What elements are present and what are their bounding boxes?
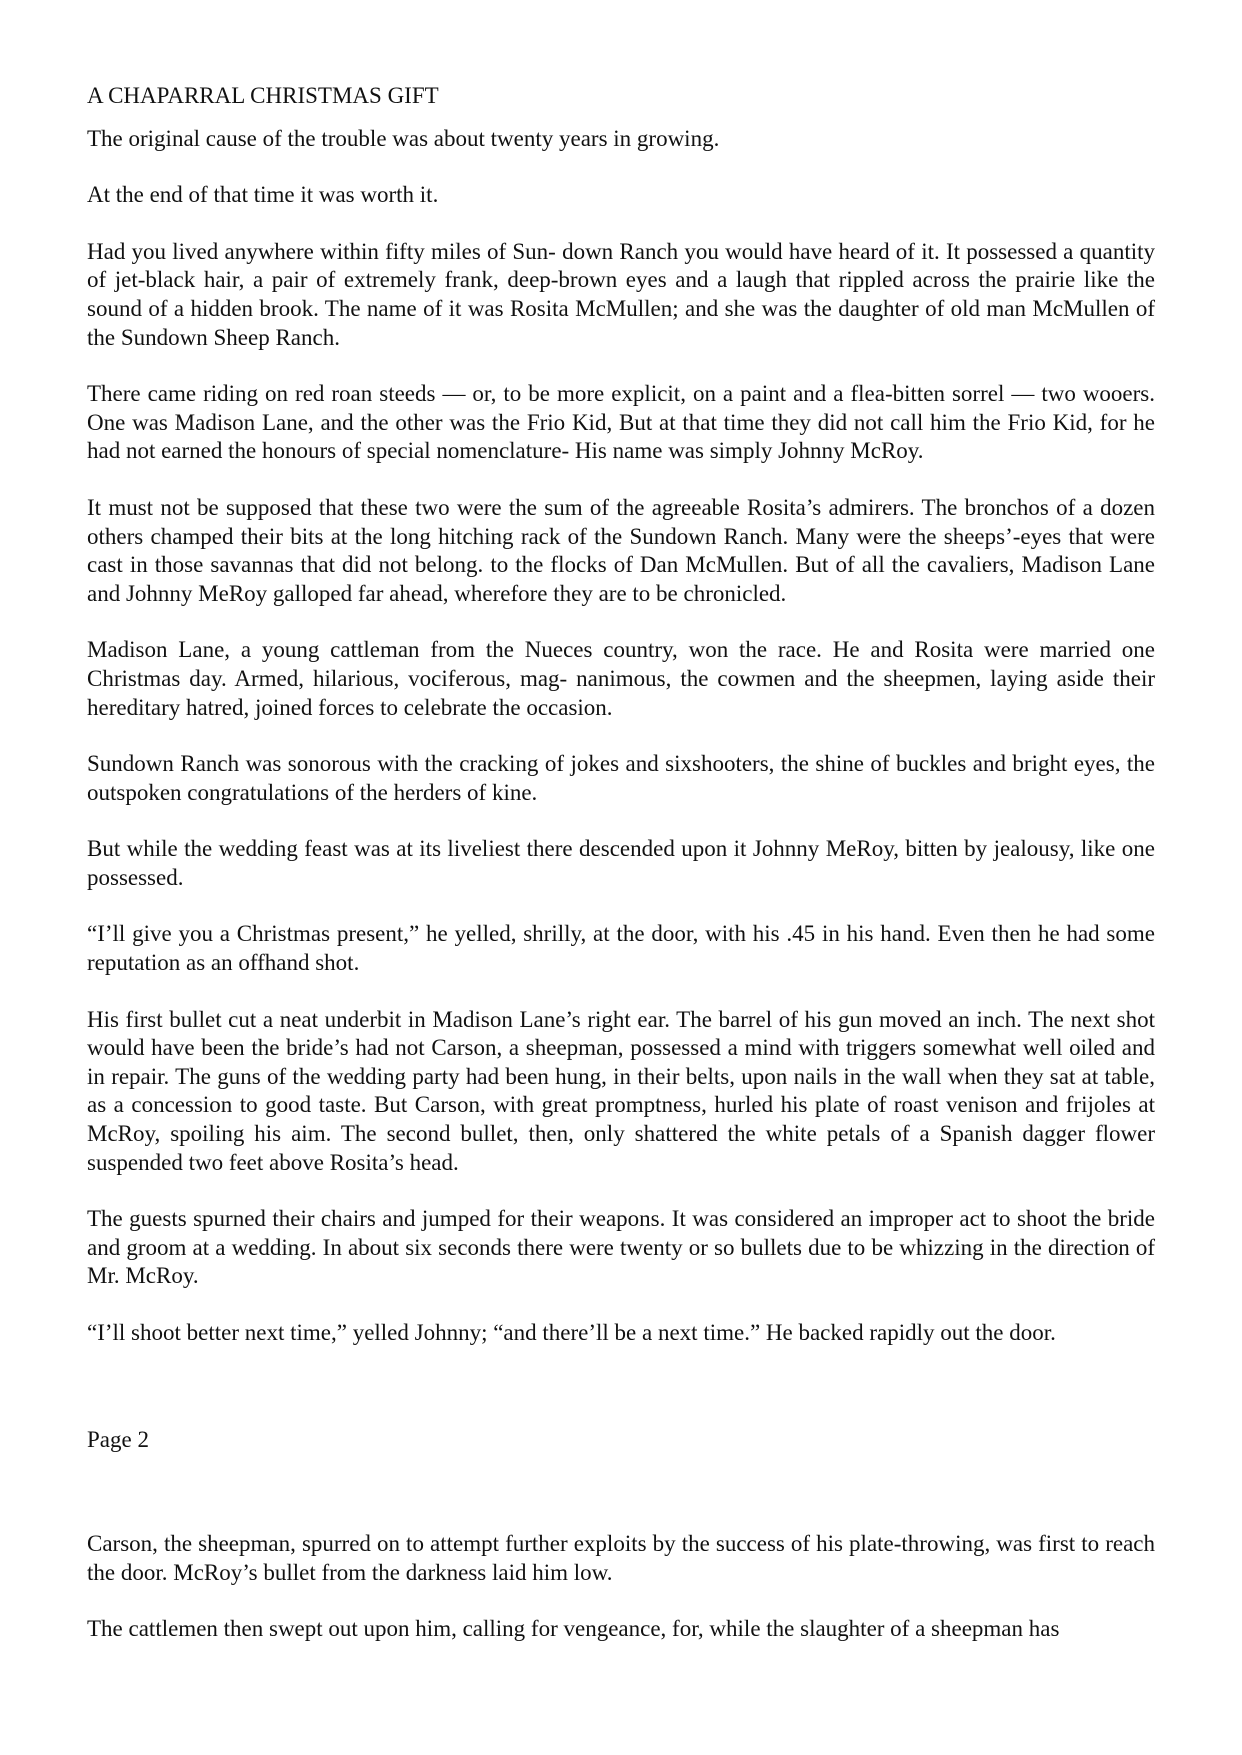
paragraph: Carson, the sheepman, spurred on to attempt further exploits by the success of his plate-throwing, was first to reach the door. McRoy’s bullet from the darkness laid him low.	[87, 1531, 1155, 1585]
paragraph: The original cause of the trouble was about twenty years in growing.	[87, 125, 720, 151]
document-page	[87, 82, 1155, 1672]
paragraph: His first bullet cut a neat underbit in Madison Lane’s right ear. The barrel of his gun moved an inch. The next shot would have been the bride’s had not Carson, a sheepman, possessed a mind with triggers somewhat well oiled and in repair. The guns of the wedding party had been hung, in their belts, upon nails in the wall when they sat at table, as a concession to good taste. But Carson, with great promptness, hurled his plate of roast venison and frijoles at McRoy, spoiling his aim. The second bullet, then, only shattered the white petals of a Spanish dagger flower suspended two feet above Rosita’s head.	[87, 1006, 1155, 1175]
paragraph: “I’ll shoot better next time,” yelled Johnny; “and there’ll be a next time.” He backed rapidly out the door.	[87, 1320, 1056, 1345]
paragraph: Madison Lane, a young cattleman from the Nueces country, won the race. He and Rosita were married one Christmas day. Armed, hilarious, vociferous, mag- nanimous, the cowmen and the sheepmen, laying aside their hereditary hatred, joined forces to celebrate the occasion.	[87, 637, 1155, 720]
paragraph: But while the wedding feast was at its liveliest there descended upon it Johnny MeRoy, bitten by jealousy, like one possessed.	[87, 836, 1155, 890]
paragraph: At the end of that time it was worth it.	[87, 182, 439, 208]
paragraph: Sundown Ranch was sonorous with the cracking of jokes and sixshooters, the shine of buckles and bright eyes, the outspoken congratulations of the herders of kine.	[87, 751, 1155, 805]
paragraph: It must not be supposed that these two were the sum of the agreeable Rosita’s admirers. The bronchos of a dozen others champed their bits at the long hitching rack of the Sundown Ranch. Many were the sheeps’-eyes that were cast in those savannas that did not belong. to the flocks of Dan McMullen. But of all the cavaliers, Madison Lane and Johnny MeRoy galloped far ahead, wherefore they are to be chronicled.	[87, 494, 1155, 606]
document-title: A CHAPARRAL CHRISTMAS GIFT	[87, 83, 439, 108]
page-number: Page 2	[87, 1426, 149, 1452]
paragraph: Had you lived anywhere within fifty miles of Sun- down Ranch you would have heard of it. It possessed a quantity of jet-black hair, a pair of extremely frank, deep-brown eyes and a laugh that rippled across the prairie like the sound of a hidden brook. The name of it was Rosita McMullen; and she was the daughter of old man McMullen of the Sundown Sheep Ranch.	[87, 238, 1155, 350]
paragraph: The cattlemen then swept out upon him, calling for vengeance, for, while the slaughter of a sheepman has	[87, 1616, 1060, 1642]
paragraph: “I’ll give you a Christmas present,” he yelled, shrilly, at the door, with his .45 in his hand. Even then he had some reputation as an offhand shot.	[87, 921, 1155, 976]
paragraph: The guests spurned their chairs and jumped for their weapons. It was considered an improper act to shoot the bride and groom at a wedding. In about six seconds there were twenty or so bullets due to be whizzing in the direction of Mr. McRoy.	[87, 1206, 1155, 1289]
paragraph: There came riding on red roan steeds — or, to be more explicit, on a paint and a flea-bitten sorrel — two wooers. One was Madison Lane, and the other was the Frio Kid, But at that time they did not call him the Frio Kid, for he had not earned the honours of special nomenclature- His name was simply Johnny McRoy.	[87, 381, 1155, 464]
